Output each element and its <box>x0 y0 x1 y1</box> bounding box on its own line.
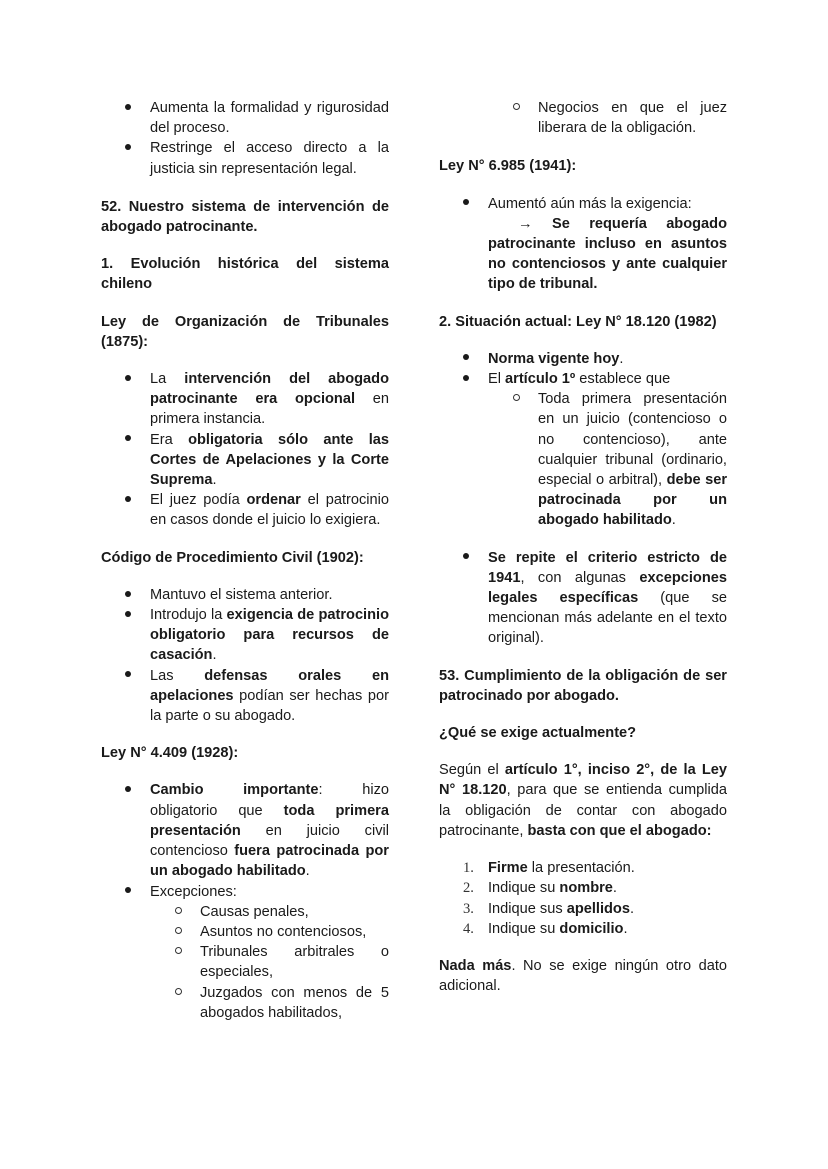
bullet-circle-icon <box>175 942 182 962</box>
bullet-circle-icon <box>513 389 520 409</box>
bullet-dot-icon <box>125 605 131 625</box>
bullet-dot-icon <box>125 98 131 118</box>
codigo-1902-bullet-list <box>101 585 389 726</box>
arrow-right-icon: → <box>518 215 533 232</box>
list-item: Norma vigente hoy. <box>439 349 727 369</box>
subsection-2-heading: 2. Situación actual: Ley N° 18.120 (1982) <box>439 313 717 330</box>
ley-4409-bullet-list <box>101 780 389 901</box>
list-item: Las defensas orales en apelaciones podían ser hechas por la parte o su abogado. <box>101 666 389 727</box>
intro-bullet-list <box>101 98 389 179</box>
ley-1875-heading: Ley de Organización de Tribunales (1875): <box>101 313 389 350</box>
bullet-dot-icon <box>463 194 469 214</box>
ley-18120-bullet-list <box>439 349 727 389</box>
exceptions-list <box>101 902 389 1023</box>
bullet-dot-icon <box>125 369 131 389</box>
bullet-circle-icon <box>175 902 182 922</box>
bullet-dot-icon <box>125 585 131 605</box>
list-item: Negocios en que el juez liberara de la obligación. <box>439 98 727 138</box>
list-item: Tribunales arbitrales o especiales, <box>101 942 389 982</box>
list-item: Aumenta la formalidad y rigurosidad del proceso. <box>101 98 389 138</box>
list-item: Introdujo la exigencia de patrocinio obligatorio para recursos de casación. <box>101 605 389 666</box>
list-item: Toda primera presentación en un juicio (contencioso o no contencioso), ante cualquier tribunal (ordinario, especial o arbitral), debe ser patrocinada por un abogado habilitado. <box>439 389 727 530</box>
list-item: Asuntos no contenciosos, <box>101 922 389 942</box>
list-item: 4. Indique su domicilio. <box>463 920 628 937</box>
list-item: 3. Indique sus apellidos. <box>463 900 635 917</box>
left-column <box>101 98 389 1023</box>
closing-paragraph: Nada más. No se exige ningún otro dato adicional. <box>439 957 728 995</box>
list-item: Mantuvo el sistema anterior. <box>101 585 389 605</box>
question-heading: ¿Qué se exige actualmente? <box>439 725 637 742</box>
list-item: Era obligatoria sólo ante las Cortes de Apelaciones y la Corte Suprema. <box>101 430 389 491</box>
bullet-dot-icon <box>125 138 131 158</box>
list-item: 1. Firme la presentación. <box>463 860 635 877</box>
requirements-list <box>439 858 727 939</box>
bullet-dot-icon <box>125 882 131 902</box>
bullet-dot-icon <box>463 548 469 568</box>
list-item: El juez podía ordenar el patrocinio en casos donde el juicio lo exigiera. <box>101 490 389 530</box>
list-item: Se repite el criterio estricto de 1941, con algunas excepciones legales específicas (que se mencionan más adelante en el texto original). <box>439 548 727 649</box>
bullet-dot-icon <box>463 369 469 389</box>
list-item: Causas penales, <box>101 902 389 922</box>
codigo-1902-heading: Código de Procedimiento Civil (1902): <box>101 549 364 566</box>
right-column <box>439 98 727 996</box>
bullet-circle-icon <box>513 98 520 118</box>
bullet-circle-icon <box>175 922 182 942</box>
ley-1875-bullet-list <box>101 369 389 531</box>
bullet-dot-icon <box>125 430 131 450</box>
list-item: El artículo 1º establece que <box>439 369 727 389</box>
bullet-dot-icon <box>463 349 469 369</box>
list-item: 2. Indique su nombre. <box>463 880 617 897</box>
bullet-dot-icon <box>125 780 131 800</box>
ley-6985-heading: Ley N° 6.985 (1941): <box>439 158 577 175</box>
list-item: Cambio importante: hizo obligatorio que toda primera presentación en juicio civil contencioso fuera patrocinada por un abogado habilitado. <box>101 780 389 881</box>
article-paragraph: Según el artículo 1°, inciso 2°, de la Ley N° 18.120, para que se entienda cumplida la obligación de contar con abogado patrocinante, basta con que el abogado: <box>439 762 727 839</box>
section-52-heading: 52. Nuestro sistema de intervención de abogado patrocinante. <box>101 198 389 236</box>
list-item: Excepciones: <box>101 882 389 902</box>
list-item: La intervención del abogado patrocinante era opcional en primera instancia. <box>101 369 389 430</box>
list-item: Aumentó aún más la exigencia: → Se requería abogado patrocinante incluso en asuntos no contenciosos y ante cualquier tipo de tribunal. <box>439 194 727 295</box>
bullet-dot-icon <box>125 490 131 510</box>
ley-6985-bullet-list <box>439 194 727 295</box>
section-53-heading: 53. Cumplimiento de la obligación de ser patrocinado por abogado. <box>439 667 727 704</box>
subsection-1-heading: 1. Evolución histórica del sistema chileno <box>101 256 389 293</box>
list-item: Juzgados con menos de 5 abogados habilitados, <box>101 983 389 1023</box>
list-item: Restringe el acceso directo a la justicia sin representación legal. <box>101 138 389 178</box>
exceptions-continued-list <box>439 98 727 138</box>
ley-4409-heading: Ley N° 4.409 (1928): <box>101 745 239 762</box>
bullet-dot-icon <box>125 666 131 686</box>
bullet-circle-icon <box>175 983 182 1003</box>
